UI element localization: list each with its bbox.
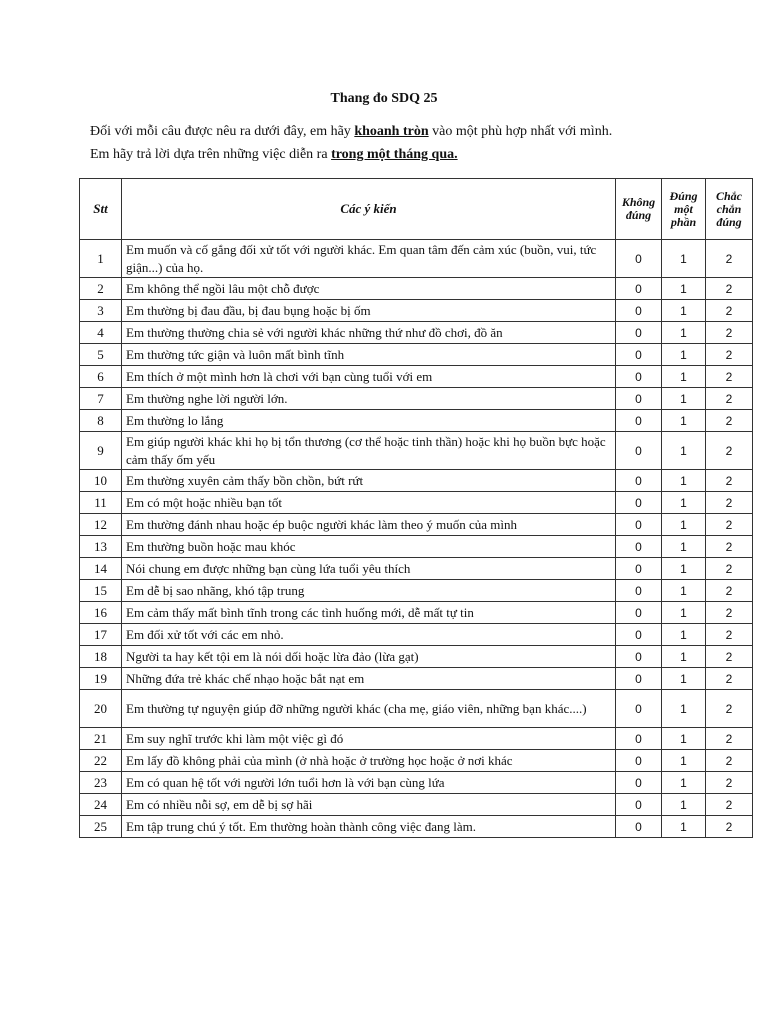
row-number: 5 bbox=[80, 344, 122, 366]
row-statement: Em muốn và cố gắng đối xử tốt với người khác. Em quan tâm đến cảm xúc (buồn, vui, tức giận...) của họ. bbox=[122, 240, 616, 278]
option-somewhat-true[interactable]: 1 bbox=[662, 816, 706, 838]
option-not-true[interactable]: 0 bbox=[616, 322, 662, 344]
row-statement: Em thường buồn hoặc mau khóc bbox=[122, 536, 616, 558]
row-statement: Nói chung em được những bạn cùng lứa tuổi yêu thích bbox=[122, 558, 616, 580]
option-not-true[interactable]: 0 bbox=[616, 410, 662, 432]
row-number: 1 bbox=[80, 240, 122, 278]
row-number: 20 bbox=[80, 690, 122, 728]
table-row bbox=[80, 772, 753, 794]
row-number: 25 bbox=[80, 816, 122, 838]
table-row bbox=[80, 278, 753, 300]
option-somewhat-true[interactable]: 1 bbox=[662, 772, 706, 794]
option-somewhat-true[interactable]: 1 bbox=[662, 492, 706, 514]
option-certainly-true[interactable]: 2 bbox=[706, 558, 753, 580]
option-not-true[interactable]: 0 bbox=[616, 300, 662, 322]
option-not-true[interactable]: 0 bbox=[616, 240, 662, 278]
option-not-true[interactable]: 0 bbox=[616, 690, 662, 728]
option-certainly-true[interactable]: 2 bbox=[706, 410, 753, 432]
option-somewhat-true[interactable]: 1 bbox=[662, 322, 706, 344]
row-number: 6 bbox=[80, 366, 122, 388]
table-row bbox=[80, 470, 753, 492]
option-not-true[interactable]: 0 bbox=[616, 278, 662, 300]
table-row bbox=[80, 240, 753, 278]
table-row bbox=[80, 602, 753, 624]
instruction-1-text: Đối với mỗi câu được nêu ra dưới đây, em hãy bbox=[90, 124, 355, 139]
row-number: 10 bbox=[80, 470, 122, 492]
option-somewhat-true[interactable]: 1 bbox=[662, 580, 706, 602]
row-number: 13 bbox=[80, 536, 122, 558]
option-certainly-true[interactable]: 2 bbox=[706, 750, 753, 772]
row-number: 22 bbox=[80, 750, 122, 772]
row-number: 24 bbox=[80, 794, 122, 816]
row-number: 4 bbox=[80, 322, 122, 344]
option-somewhat-true[interactable]: 1 bbox=[662, 536, 706, 558]
row-statement: Người ta hay kết tội em là nói dối hoặc lừa đảo (lừa gạt) bbox=[122, 646, 616, 668]
instruction-1-tail: vào một phù hợp nhất với mình. bbox=[428, 124, 613, 139]
table-row bbox=[80, 646, 753, 668]
row-statement: Em giúp người khác khi họ bị tổn thương (cơ thể hoặc tinh thần) hoặc khi họ buồn bực hoặc cảm thấy ốm yếu bbox=[122, 432, 616, 470]
header-not-true bbox=[616, 179, 662, 240]
table-row bbox=[80, 580, 753, 602]
option-not-true[interactable]: 0 bbox=[616, 816, 662, 838]
row-statement: Em lấy đồ không phải của mình (ở nhà hoặc ở trường học hoặc ở nơi khác bbox=[122, 750, 616, 772]
header-opinion: Các ý kiến bbox=[122, 179, 616, 240]
row-number: 18 bbox=[80, 646, 122, 668]
option-not-true[interactable]: 0 bbox=[616, 366, 662, 388]
option-certainly-true[interactable]: 2 bbox=[706, 580, 753, 602]
option-somewhat-true[interactable]: 1 bbox=[662, 794, 706, 816]
table-row bbox=[80, 300, 753, 322]
option-certainly-true[interactable]: 2 bbox=[706, 278, 753, 300]
row-number: 2 bbox=[80, 278, 122, 300]
option-certainly-true[interactable]: 2 bbox=[706, 602, 753, 624]
instruction-line-2 bbox=[90, 147, 458, 163]
row-statement: Em thích ở một mình hơn là chơi với bạn cùng tuổi với em bbox=[122, 366, 616, 388]
option-somewhat-true[interactable]: 1 bbox=[662, 388, 706, 410]
row-statement: Em có một hoặc nhiều bạn tốt bbox=[122, 492, 616, 514]
table-row bbox=[80, 750, 753, 772]
option-certainly-true[interactable]: 2 bbox=[706, 322, 753, 344]
row-statement: Những đứa trẻ khác chế nhạo hoặc bắt nạt em bbox=[122, 668, 616, 690]
table-row bbox=[80, 492, 753, 514]
instruction-2-emphasis: trong một tháng qua. bbox=[331, 147, 458, 162]
option-certainly-true[interactable]: 2 bbox=[706, 772, 753, 794]
option-certainly-true[interactable]: 2 bbox=[706, 240, 753, 278]
option-somewhat-true[interactable]: 1 bbox=[662, 728, 706, 750]
table-row bbox=[80, 558, 753, 580]
instruction-1-emphasis: khoanh tròn bbox=[354, 124, 429, 139]
header-somewhat-true bbox=[662, 179, 706, 240]
option-somewhat-true[interactable]: 1 bbox=[662, 432, 706, 470]
header-somewhat-true-label: Đúng một phần bbox=[669, 189, 698, 229]
table-row bbox=[80, 514, 753, 536]
row-number: 15 bbox=[80, 580, 122, 602]
option-somewhat-true[interactable]: 1 bbox=[662, 668, 706, 690]
header-not-true-label: Không đúng bbox=[621, 196, 656, 222]
option-not-true[interactable]: 0 bbox=[616, 388, 662, 410]
instruction-2-text: Em hãy trả lời dựa trên những việc diễn ra bbox=[90, 147, 332, 162]
option-somewhat-true[interactable]: 1 bbox=[662, 558, 706, 580]
table-header-row bbox=[80, 179, 753, 240]
option-somewhat-true[interactable]: 1 bbox=[662, 278, 706, 300]
option-somewhat-true[interactable]: 1 bbox=[662, 514, 706, 536]
option-certainly-true[interactable]: 2 bbox=[706, 668, 753, 690]
row-statement: Em đối xử tốt với các em nhỏ. bbox=[122, 624, 616, 646]
row-statement: Em thường bị đau đầu, bị đau bụng hoặc bị ốm bbox=[122, 300, 616, 322]
option-not-true[interactable]: 0 bbox=[616, 646, 662, 668]
table-row bbox=[80, 816, 753, 838]
option-not-true[interactable]: 0 bbox=[616, 432, 662, 470]
option-somewhat-true[interactable]: 1 bbox=[662, 750, 706, 772]
option-not-true[interactable]: 0 bbox=[616, 536, 662, 558]
option-not-true[interactable]: 0 bbox=[616, 772, 662, 794]
row-statement: Em tập trung chú ý tốt. Em thường hoàn thành công việc đang làm. bbox=[122, 816, 616, 838]
table-row bbox=[80, 410, 753, 432]
option-somewhat-true[interactable]: 1 bbox=[662, 646, 706, 668]
table-row bbox=[80, 728, 753, 750]
table-row bbox=[80, 432, 753, 470]
option-certainly-true[interactable]: 2 bbox=[706, 728, 753, 750]
option-somewhat-true[interactable]: 1 bbox=[662, 602, 706, 624]
option-somewhat-true[interactable]: 1 bbox=[662, 410, 706, 432]
option-somewhat-true[interactable]: 1 bbox=[662, 240, 706, 278]
table-row bbox=[80, 668, 753, 690]
option-not-true[interactable]: 0 bbox=[616, 580, 662, 602]
option-not-true[interactable]: 0 bbox=[616, 602, 662, 624]
option-not-true[interactable]: 0 bbox=[616, 750, 662, 772]
row-statement: Em thường tự nguyện giúp đỡ những người khác (cha mẹ, giáo viên, những bạn khác....) bbox=[122, 690, 616, 728]
page-title: Thang đo SDQ 25 bbox=[330, 91, 438, 106]
option-certainly-true[interactable]: 2 bbox=[706, 536, 753, 558]
row-statement: Em có quan hệ tốt với người lớn tuổi hơn là với bạn cùng lứa bbox=[122, 772, 616, 794]
option-certainly-true[interactable]: 2 bbox=[706, 816, 753, 838]
option-not-true[interactable]: 0 bbox=[616, 558, 662, 580]
instruction-line-1 bbox=[90, 124, 612, 140]
option-not-true[interactable]: 0 bbox=[616, 344, 662, 366]
option-certainly-true[interactable]: 2 bbox=[706, 514, 753, 536]
row-number: 21 bbox=[80, 728, 122, 750]
option-certainly-true[interactable]: 2 bbox=[706, 366, 753, 388]
table-row bbox=[80, 388, 753, 410]
table-row bbox=[80, 536, 753, 558]
table-row bbox=[80, 624, 753, 646]
row-number: 7 bbox=[80, 388, 122, 410]
option-not-true[interactable]: 0 bbox=[616, 492, 662, 514]
table-row bbox=[80, 794, 753, 816]
option-somewhat-true[interactable]: 1 bbox=[662, 300, 706, 322]
row-statement: Em thường xuyên cảm thấy bồn chồn, bứt rứt bbox=[122, 470, 616, 492]
option-certainly-true[interactable]: 2 bbox=[706, 388, 753, 410]
row-number: 23 bbox=[80, 772, 122, 794]
option-somewhat-true[interactable]: 1 bbox=[662, 470, 706, 492]
option-not-true[interactable]: 0 bbox=[616, 624, 662, 646]
header-stt: Stt bbox=[80, 179, 122, 240]
option-certainly-true[interactable]: 2 bbox=[706, 432, 753, 470]
option-somewhat-true[interactable]: 1 bbox=[662, 690, 706, 728]
option-somewhat-true[interactable]: 1 bbox=[662, 344, 706, 366]
option-certainly-true[interactable]: 2 bbox=[706, 794, 753, 816]
header-certainly-true-label: Chắc chắn đúng bbox=[715, 189, 742, 229]
option-certainly-true[interactable]: 2 bbox=[706, 690, 753, 728]
option-somewhat-true[interactable]: 1 bbox=[662, 624, 706, 646]
option-somewhat-true[interactable]: 1 bbox=[662, 366, 706, 388]
row-statement: Em không thể ngồi lâu một chỗ được bbox=[122, 278, 616, 300]
option-certainly-true[interactable]: 2 bbox=[706, 470, 753, 492]
option-not-true[interactable]: 0 bbox=[616, 514, 662, 536]
option-not-true[interactable]: 0 bbox=[616, 470, 662, 492]
row-number: 19 bbox=[80, 668, 122, 690]
row-number: 3 bbox=[80, 300, 122, 322]
row-statement: Em thường thường chia sẻ với người khác những thứ như đồ chơi, đồ ăn bbox=[122, 322, 616, 344]
option-not-true[interactable]: 0 bbox=[616, 668, 662, 690]
row-number: 12 bbox=[80, 514, 122, 536]
option-certainly-true[interactable]: 2 bbox=[706, 344, 753, 366]
option-certainly-true[interactable]: 2 bbox=[706, 492, 753, 514]
table-row bbox=[80, 344, 753, 366]
row-number: 11 bbox=[80, 492, 122, 514]
row-statement: Em cảm thấy mất bình tĩnh trong các tình huống mới, dễ mất tự tin bbox=[122, 602, 616, 624]
row-statement: Em thường tức giận và luôn mất bình tĩnh bbox=[122, 344, 616, 366]
option-not-true[interactable]: 0 bbox=[616, 728, 662, 750]
row-number: 16 bbox=[80, 602, 122, 624]
row-statement: Em thường đánh nhau hoặc ép buộc người khác làm theo ý muốn của mình bbox=[122, 514, 616, 536]
table-row bbox=[80, 322, 753, 344]
row-number: 17 bbox=[80, 624, 122, 646]
row-number: 14 bbox=[80, 558, 122, 580]
table-row bbox=[80, 690, 753, 728]
row-number: 9 bbox=[80, 432, 122, 470]
table-row bbox=[80, 366, 753, 388]
table-body bbox=[80, 240, 753, 838]
row-statement: Em thường lo lắng bbox=[122, 410, 616, 432]
row-number: 8 bbox=[80, 410, 122, 432]
row-statement: Em thường nghe lời người lớn. bbox=[122, 388, 616, 410]
row-statement: Em dễ bị sao nhãng, khó tập trung bbox=[122, 580, 616, 602]
questionnaire-table bbox=[79, 178, 753, 838]
header-certainly-true bbox=[706, 179, 753, 240]
row-statement: Em có nhiều nỗi sợ, em dễ bị sợ hãi bbox=[122, 794, 616, 816]
option-not-true[interactable]: 0 bbox=[616, 794, 662, 816]
option-certainly-true[interactable]: 2 bbox=[706, 300, 753, 322]
row-statement: Em suy nghĩ trước khi làm một việc gì đó bbox=[122, 728, 616, 750]
option-certainly-true[interactable]: 2 bbox=[706, 646, 753, 668]
option-certainly-true[interactable]: 2 bbox=[706, 624, 753, 646]
